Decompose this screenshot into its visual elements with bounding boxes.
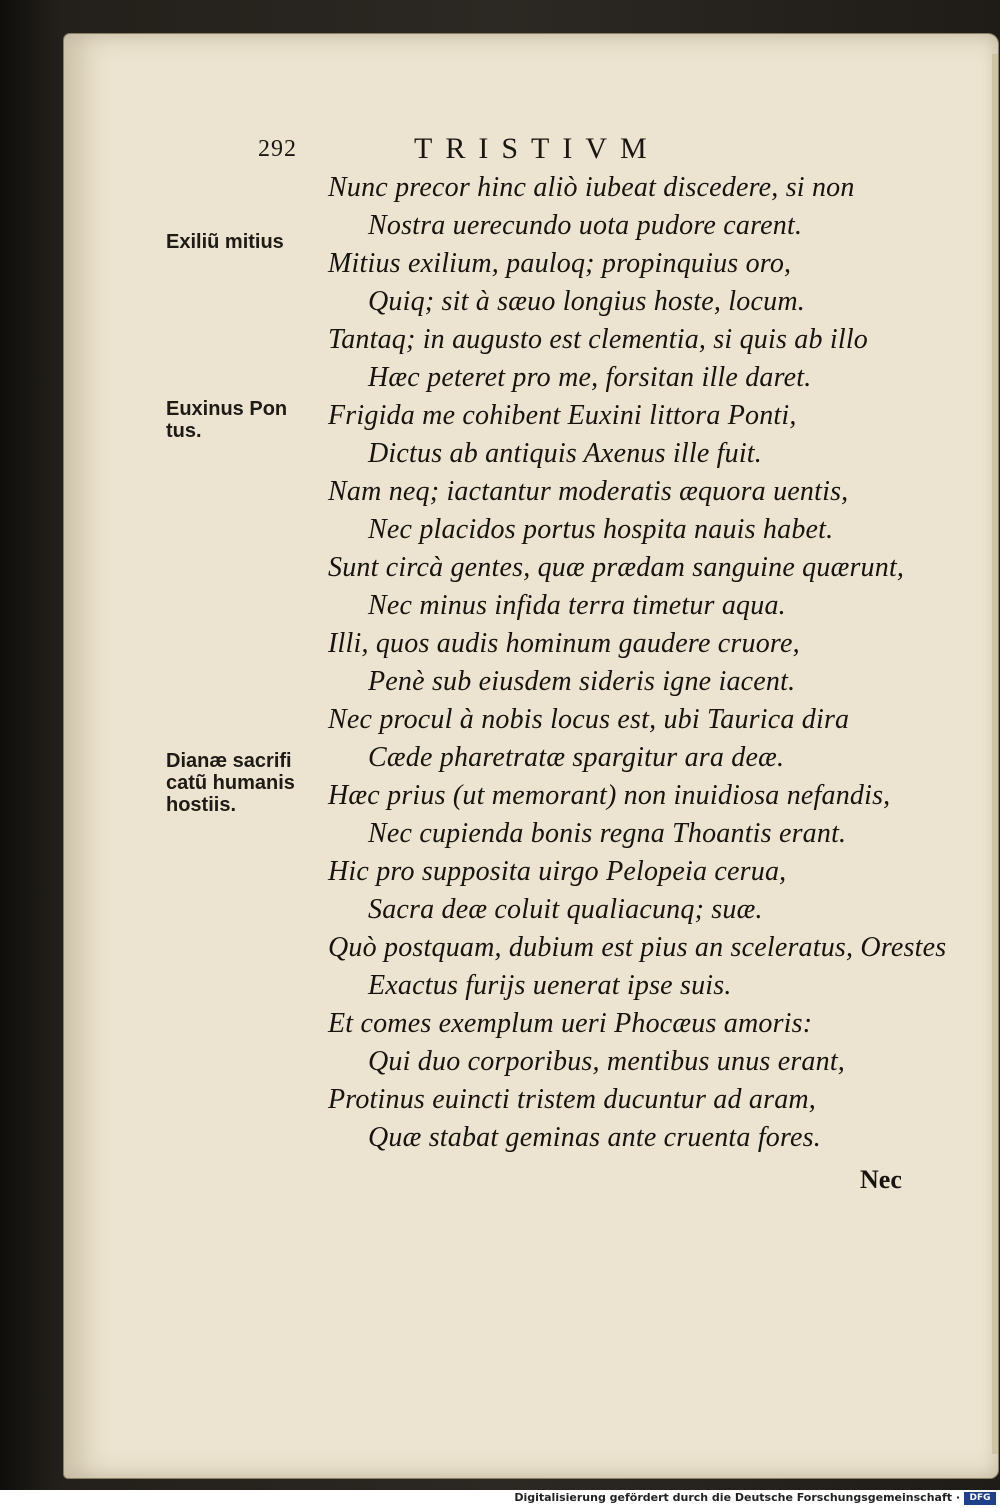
verse-line: Illi, quos audis hominum gaudere cruore,: [328, 628, 800, 659]
verse-line: Sacra deæ coluit qualiacunq; suæ.: [368, 894, 763, 925]
margin-note-exile: [166, 231, 336, 253]
page-edge: [992, 54, 998, 1454]
verse-line: Nec minus infida terra timetur aqua.: [368, 590, 786, 621]
verse-line: Hic pro supposita uirgo Pelopeia cerua,: [328, 856, 787, 887]
margin-note-line: tus.: [166, 420, 202, 442]
verse-line: Quiq; sit à sæuo longius hoste, locum.: [368, 286, 805, 317]
verse-line: Sunt circà gentes, quæ prædam sanguine quærunt,: [328, 552, 905, 583]
verse-line: Mitius exilium, pauloq; propinquius oro,: [328, 248, 792, 279]
verse-line: Quæ stabat geminas ante cruenta fores.: [368, 1122, 821, 1153]
verse-line: Nostra uerecundo uota pudore carent.: [368, 210, 803, 241]
verse-line: Qui duo corporibus, mentibus unus erant,: [368, 1046, 845, 1077]
margin-note-line: hostiis.: [166, 794, 237, 816]
margin-note-line: Dianæ sacrifi: [166, 750, 292, 772]
margin-note-line: Euxinus Pon: [166, 398, 288, 420]
verse-line: Penè sub eiusdem sideris igne iacent.: [368, 666, 796, 697]
verse-line: Quò postquam, dubium est pius an sceleratus, Orestes: [328, 932, 947, 963]
page-number: 292: [258, 136, 297, 162]
catchword: Nec: [860, 1165, 902, 1194]
verse-line: Exactus furijs uenerat ipse suis.: [368, 970, 732, 1001]
margin-note-line: Exiliũ mitius: [166, 231, 284, 253]
verse-line: Nec cupienda bonis regna Thoantis erant.: [368, 818, 847, 849]
verse-line: Tantaq; in augusto est clementia, si quis ab illo: [328, 324, 868, 355]
verse-line: Nunc precor hinc aliò iubeat discedere, si non: [328, 172, 855, 203]
verse-line: Frigida me cohibent Euxini littora Ponti,: [328, 400, 797, 431]
verse-line: Et comes exemplum ueri Phocæus amoris:: [328, 1008, 813, 1039]
verse-line: Hæc peteret pro me, forsitan ille daret.: [368, 362, 812, 393]
dfg-logo: DFG: [964, 1492, 996, 1505]
running-title: TRISTIVM: [414, 132, 660, 165]
verse-line: Cæde pharetratæ spargitur ara deæ.: [368, 742, 785, 773]
margin-note-euxinus: [166, 398, 336, 442]
verse-line: Dictus ab antiquis Axenus ille fuit.: [368, 438, 762, 469]
verse-line: Protinus euincti tristem ducuntur ad aram,: [328, 1084, 817, 1115]
verse-line: Hæc prius (ut memorant) non inuidiosa nefandis,: [328, 780, 891, 811]
funding-credit: Digitalisierung gefördert durch die Deutsche Forschungsgemeinschaft ·: [514, 1491, 960, 1504]
page-header: [0, 130, 1000, 170]
digitization-footer: [0, 1490, 1000, 1508]
margin-note-diana: [166, 750, 336, 816]
verse-line: Nec placidos portus hospita nauis habet.: [368, 514, 834, 545]
verse-line: Nam neq; iactantur moderatis æquora uentis,: [328, 476, 849, 507]
verse-line: Nec procul à nobis locus est, ubi Taurica dira: [328, 704, 850, 735]
margin-note-line: catũ humanis: [166, 772, 295, 794]
